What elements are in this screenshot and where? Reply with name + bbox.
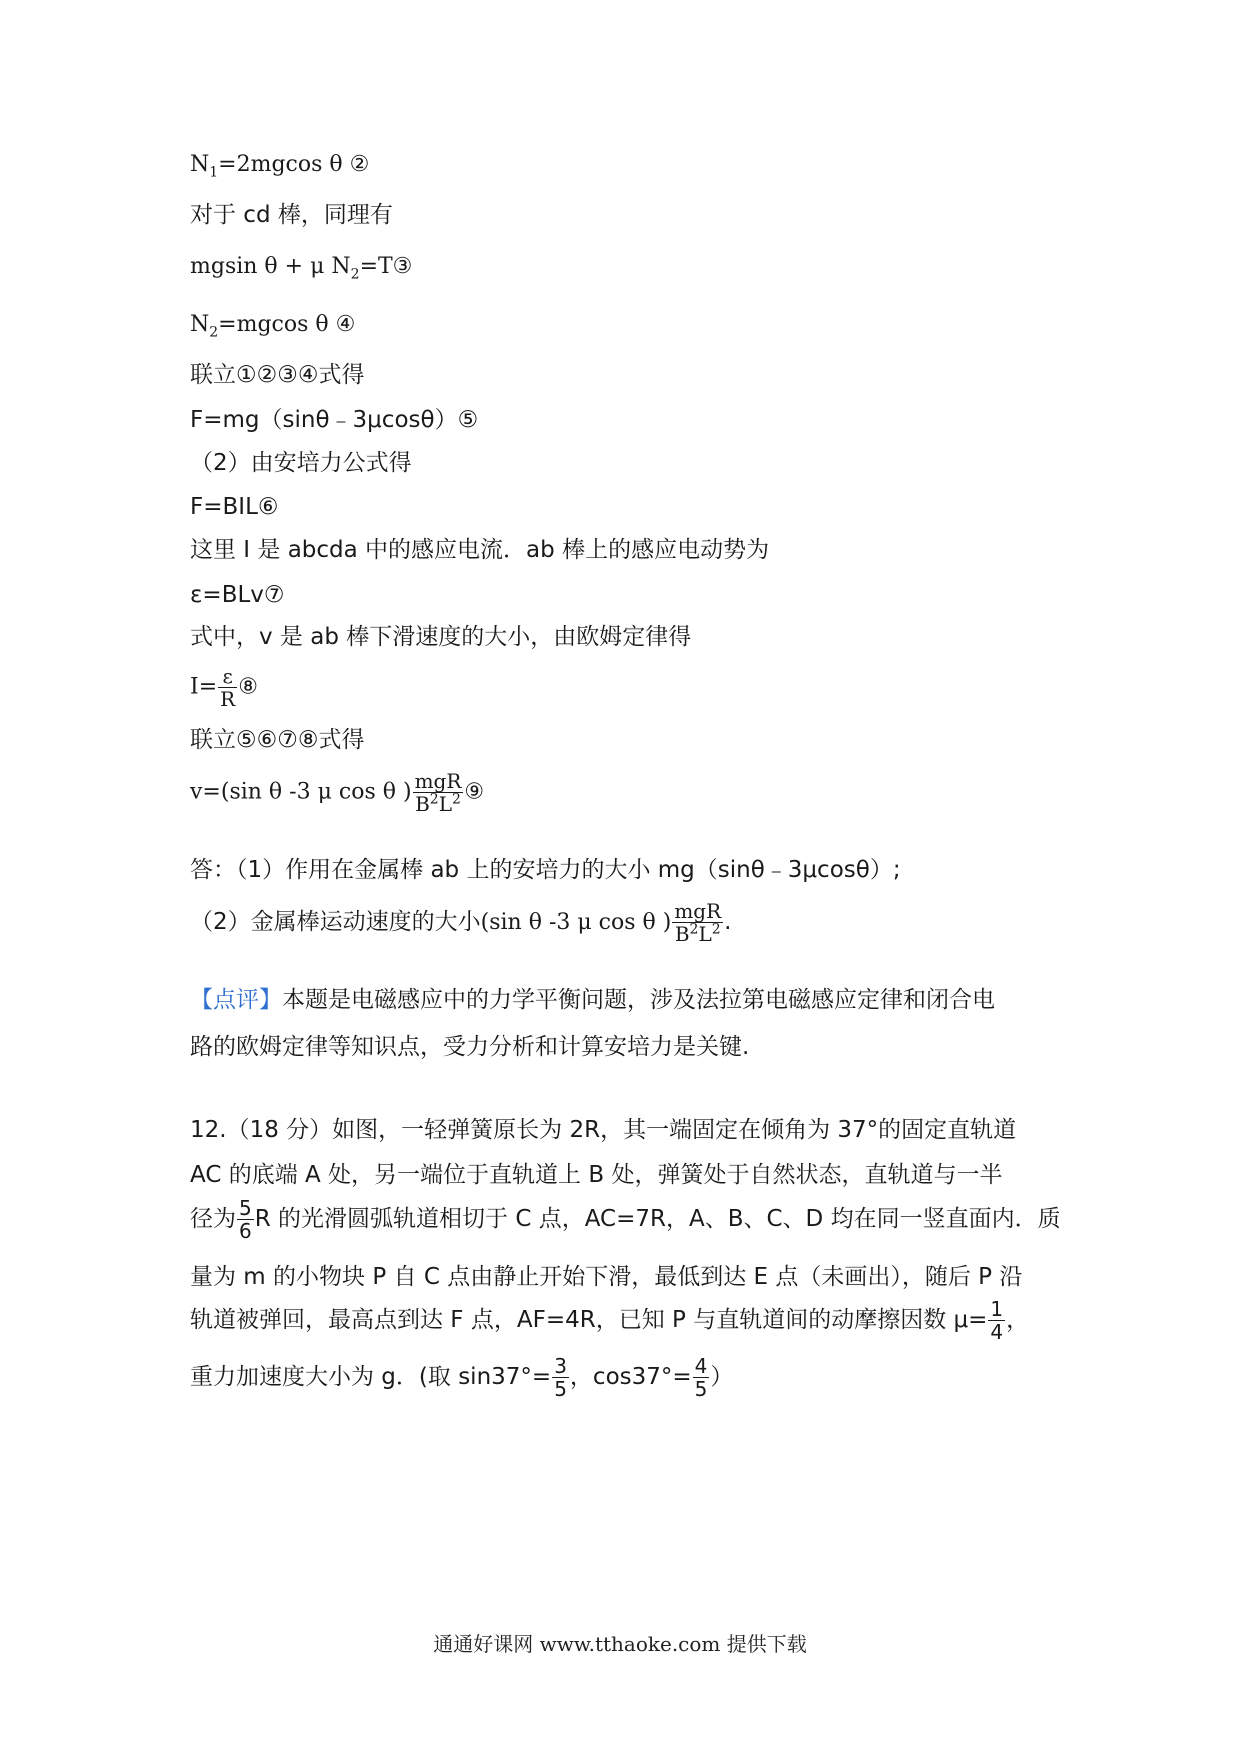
fraction-denominator [672,923,723,945]
eq-text: L [438,792,452,816]
eq-text: (sin θ -3 μ cos θ ) [480,910,672,935]
eq-superscript: 2 [689,921,699,938]
eq-text: mgsin θ + μ N [190,254,351,279]
fraction [693,1355,710,1400]
fraction [413,770,464,815]
fraction [218,665,237,710]
answer-1: 答：（1）作用在金属棒 ab 上的安培力的大小 mg（sinθ﹣3μcosθ）; [190,857,901,883]
equation-3 [190,252,412,282]
fraction-numerator: ε [218,665,237,688]
comment-text: 本题是电磁感应中的力学平衡问题，涉及法拉第电磁感应定律和闭合电 [282,987,995,1013]
text-line: 对于 cd 棒，同理有 [190,202,393,228]
answer-2 [190,900,731,960]
q12-text: ， [1006,1307,1030,1333]
q12-text: ，cos37°= [569,1364,692,1390]
eq-subscript: 1 [209,164,219,181]
fraction-denominator: 5 [554,1377,567,1401]
eq-text: B [415,792,430,816]
eq-text: L [698,922,712,946]
page-footer: 通通好课网 www.tthaoke.com 提供下载 [433,1632,807,1656]
equation-8 [190,665,258,715]
fraction-numerator: mgR [674,899,722,923]
eq-text: =2mgcos θ ② [218,152,370,177]
eq-superscript: 2 [429,791,439,808]
text-line: 这里 I 是 abcda 中的感应电流．ab 棒上的感应电动势为 [190,537,770,563]
fraction [552,1355,569,1400]
comment-line-1 [190,985,995,1015]
fraction-denominator: 6 [239,1219,252,1243]
fraction [237,1197,254,1242]
fraction [988,1298,1005,1343]
fraction-numerator: 5 [239,1196,252,1220]
eq-text: v=(sin θ -3 μ cos θ ) [190,779,412,805]
equation-6: F=BIL⑥ [190,494,279,520]
q12-text: 轨道被弹回，最高点到达 F 点，AF=4R，已知 P 与直轨道间的动摩擦因数 μ= [190,1307,988,1333]
comment-label: 【点评】 [190,987,282,1013]
fraction [672,900,723,945]
equation-4 [190,310,355,340]
q12-line-1: 12.（18 分）如图，一轻弹簧原长为 2R，其一端固定在倾角为 37°的固定直轨道 [190,1117,1017,1143]
text-line: 式中，v 是 ab 棒下滑速度的大小，由欧姆定律得 [190,624,692,650]
eq-text: =mgcos θ ④ [218,312,356,337]
eq-text: . [724,909,732,935]
fraction-numerator: 1 [990,1297,1004,1321]
eq-text: N [190,312,210,337]
fraction-numerator: 3 [554,1354,567,1378]
q12-text: 径为 [190,1206,236,1232]
eq-text: B [674,922,690,946]
q12-text: 重力加速度大小为 g．(取 sin37°= [190,1364,552,1390]
q12-line-6 [190,1355,733,1405]
comment-line-2: 路的欧姆定律等知识点，受力分析和计算安培力是关键. [190,1034,750,1060]
fraction-denominator: R [220,687,236,711]
answer-text: （2）金属棒运动速度的大小 [190,909,481,935]
fraction-denominator [413,793,464,815]
eq-superscript: 2 [451,791,461,808]
eq-subscript: 2 [350,266,360,283]
fraction-denominator: 5 [694,1377,708,1401]
q12-line-4: 量为 m 的小物块 P 自 C 点由静止开始下滑，最低到达 E 点（未画出），随后 P 沿 [190,1264,1023,1290]
text-line: 联立①②③④式得 [190,362,365,388]
q12-line-5 [190,1298,1029,1348]
eq-text: N [190,152,210,177]
equation-7: ε=BLv⑦ [190,582,285,608]
eq-subscript: 2 [209,324,219,341]
eq-text: ⑨ [464,779,485,805]
fraction-numerator: mgR [414,769,462,793]
fraction-numerator: 4 [694,1354,708,1378]
eq-superscript: 2 [711,921,721,938]
q12-text: ） [710,1364,734,1390]
equation-2 [190,150,369,180]
text-line: （2）由安培力公式得 [190,450,412,476]
equation-5: F=mg（sinθ﹣3μcosθ）⑤ [190,407,479,433]
q12-line-2: AC 的底端 A 处，另一端位于直轨道上 B 处，弹簧处于自然状态，直轨道与一半 [190,1162,1003,1188]
q12-line-3 [190,1197,1061,1247]
eq-text: =T③ [359,254,413,279]
eq-text: ⑧ [238,674,258,700]
fraction-denominator: 4 [990,1320,1004,1344]
eq-text: I= [190,674,218,700]
equation-9 [190,770,484,830]
text-line: 联立⑤⑥⑦⑧式得 [190,727,365,753]
q12-text: R 的光滑圆弧轨道相切于 C 点，AC=7R，A、B、C、D 均在同一竖直面内．质 [254,1206,1061,1232]
